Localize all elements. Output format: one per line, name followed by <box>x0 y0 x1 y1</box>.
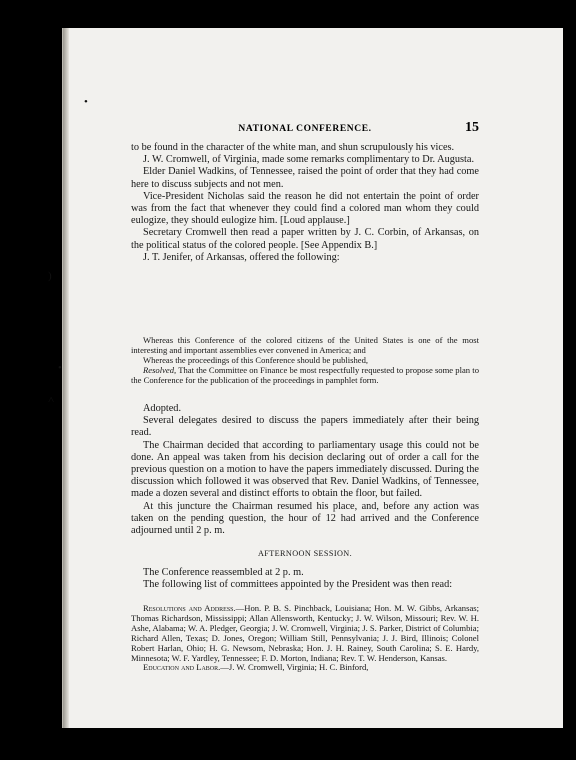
paragraph: J. W. Cromwell, of Virginia, made some remarks complimentary to Dr. Augusta. <box>143 154 475 166</box>
section-heading: AFTERNOON SESSION. <box>257 549 353 558</box>
resolution-block <box>131 336 479 386</box>
resolved-label: Resolved, <box>143 364 177 375</box>
resolution-text: Whereas the proceedings of this Conference should be published, <box>143 354 369 365</box>
paragraph: At this juncture the Chairman resumed his place, and, before any action was taken on the pending question, the hour of 12 had arrived and the Conference adjourned until 2 p. m. <box>131 500 479 537</box>
page-number: 15 <box>465 120 479 135</box>
margin-mark-icon: • <box>84 96 88 108</box>
committee-entry <box>131 604 479 663</box>
paragraph: to be found in the character of the white man, and shun scrupulously his vices. <box>131 142 455 153</box>
page-gutter-shadow <box>63 28 69 728</box>
paragraph: The Chairman decided that according to parliamentary usage this could not be done. An appeal was taken from his decision declaring out of order a call for the previous question on a motion to have the papers immediately discussed. During the discussion which followed it was observed that Rev. Daniel Wadkins, of Tennessee, made a dozen several and distinct efforts to obtain the floor, but failed. <box>131 439 479 500</box>
running-header <box>131 120 479 138</box>
paragraph: Adopted. <box>143 403 182 414</box>
resolution-body: That the Committee on Finance be most respectfully requested to propose some plan to the Conference for the publication of the proceedings in pamphlet form. <box>131 364 479 385</box>
paragraph: The Conference reassembled at 2 p. m. <box>143 567 304 578</box>
paragraph: The following list of committees appointed by the President was then read: <box>143 579 453 591</box>
book-page <box>62 28 563 728</box>
running-title: NATIONAL CONFERENCE. <box>238 124 372 134</box>
margin-mark-icon: • <box>58 362 62 374</box>
body-lower <box>131 567 479 591</box>
committee-list <box>131 604 479 673</box>
paragraph: J. T. Jenifer, of Arkansas, offered the following: <box>143 251 340 263</box>
paragraph: Several delegates desired to discuss the papers immediately after their being read. <box>131 415 479 439</box>
section-heading-block <box>131 549 479 558</box>
committee-entry <box>131 663 479 673</box>
resolution-text: Whereas this Conference of the colored citizens of the United States is one of the most interesting and important assemblies ever convened in America; and <box>131 335 479 355</box>
body-top <box>131 142 479 264</box>
committee-name: Education and Labor. <box>143 662 221 673</box>
committee-members: —Hon. P. B. S. Pinchback, Louisiana; Hon. M. W. Gibbs, Arkansas; Thomas Richardson, Mississippi; Allan Allensworth, Kentucky; J. W. Wilson, Missouri; Rev. W. H. Ashe, Alabama; W. A. Pledger, Georgia; J. W. Cromwell, Virginia; J. S. Parker, District of Columbia; Richard Allen, Texas; D. Jones, Oregon; William Still, Pennsylvania; J. J. Bird, Illinois; Colonel Robert Harlan, Ohio; H. G. Newsom, Nebraska; Hon. J. H. Rainey, South Carolina; S. E. Hardy, Minnesota; W. F. Yardley, Tennessee; F. D. Morton, Indiana; Rev. T. W. Henderson, Kansas. <box>131 603 479 663</box>
paragraph: Secretary Cromwell then read a paper written by J. C. Corbin, of Arkansas, on the political status of the colored people. [See Appendix B.] <box>131 227 479 251</box>
margin-mark-icon: ) <box>48 270 52 282</box>
paragraph: Vice-President Nicholas said the reason he did not entertain the point of order was from the fact that whenever they could find a colored man whom they could eulogize, they should eulogize him. [Loud applause.] <box>131 190 479 227</box>
committee-members: —J. W. Cromwell, Virginia; H. C. Binford, <box>220 662 369 673</box>
body-middle <box>131 403 479 537</box>
resolution-text <box>131 366 479 386</box>
margin-mark-icon: ˄ <box>48 394 55 406</box>
paragraph: Elder Daniel Wadkins, of Tennessee, raised the point of order that they had come here to discuss subjects and not men. <box>131 166 479 190</box>
committee-name: Resolutions and Address. <box>143 603 236 613</box>
